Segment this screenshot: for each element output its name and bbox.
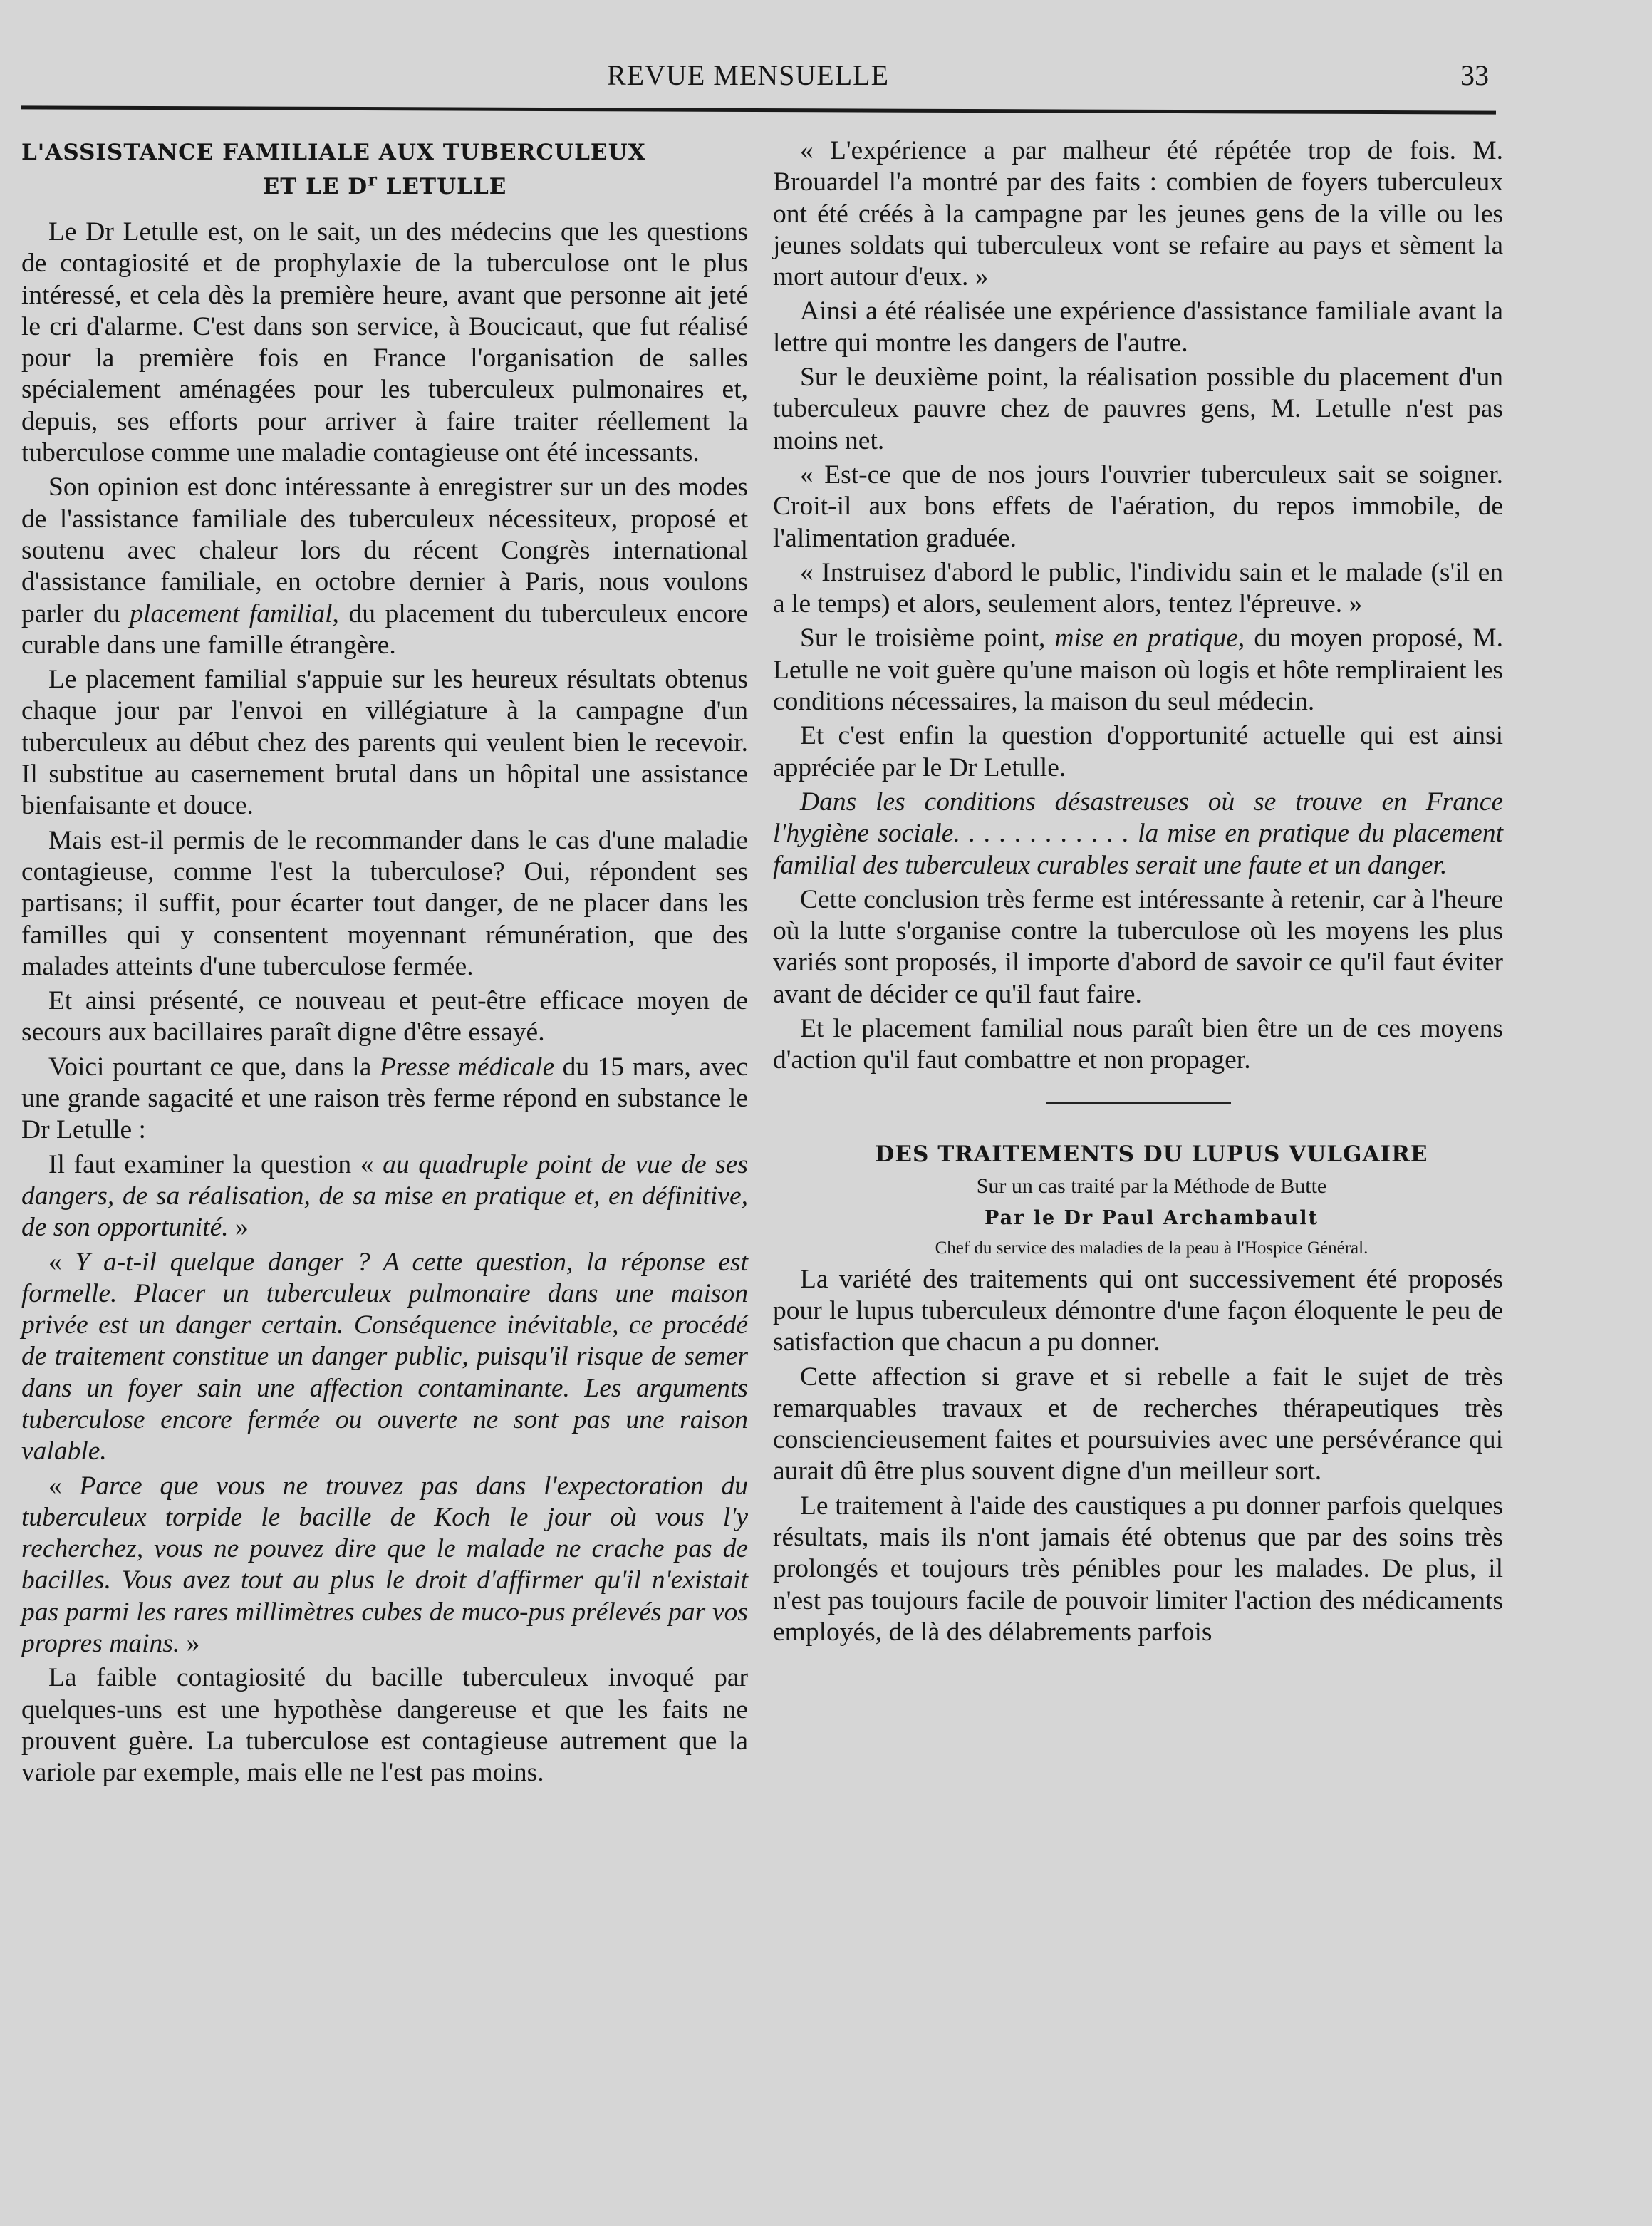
article1-paragraph: Ainsi a été réalisée une expérience d'assistance familiale avant la lettre qui montre les dangers de l'autre. (773, 296, 1503, 358)
article1-paragraph: « Instruisez d'abord le public, l'individu sain et le malade (s'il en a le temps) et alors, seulement alors, tentez l'épreuve. » (773, 557, 1503, 619)
text-run: , du moyen proposé, M. Letulle ne voit guère qu'une maison où logis et hôte rempliraient les conditions nécessaires, la maison du seul médecin. (773, 623, 1504, 717)
article1-quote (773, 787, 1503, 881)
article1-paragraph: Le Dr Letulle est, on le sait, un des médecins que les questions de contagiosité et de prophylaxie de la tuberculose ont le plus intéressé, et cela dès la première heure, avant que personne ait jeté le cri d'alarme. C'est dans son service, à Boucicaut, que fut réalisé pour la première fois en France l'organisation de salles spécialement aménagées pour les tuberculeux pulmonaires et, depuis, ses efforts pour arriver à faire traiter réellement la tuberculose comme une maladie contagieuse ont été incessants. (21, 217, 748, 468)
text-run: » (180, 1629, 200, 1659)
article2-paragraph: La variété des traitements qui ont successivement été proposés pour le lupus tuberculeux démontre d'une façon éloquente le peu de satisfaction que chacun a pu donner. (773, 1264, 1503, 1357)
article1-paragraph: Et ainsi présenté, ce nouveau et peut-être efficace moyen de secours aux bacillaires paraît digne d'être essayé. (21, 986, 748, 1047)
italic-run: Y a-t-il quelque danger ? A cette question, la réponse est formelle. Placer un tuberculeux pulmonaire dans une maison privée est un danger certain. Conséquence inévitable, ce procédé de traitement constitue un danger public, puisqu'il risque de semer dans un foyer sain une affection contaminante. Les arguments tuberculose encore fermée ou ouverte ne sont pas une raison valable. (21, 1247, 748, 1466)
article1-paragraph: La faible contagiosité du bacille tuberculeux invoqué par quelques-uns est une hypothèse dangereuse et que les faits ne prouvent guère. La tuberculose est contagieuse autrement que la variole par exemple, mais elle ne l'est pas moins. (21, 1663, 748, 1788)
article1-paragraph (21, 472, 748, 661)
article1-paragraph: Et le placement familial nous paraît bien être un de ces moyens d'action qu'il faut combattre et non propager. (773, 1014, 1503, 1075)
article1-paragraph: Le placement familial s'appuie sur les heureux résultats obtenus chaque jour par l'envoi en villégiature à la campagne d'un tuberculeux au début chez des parents qui veulent bien le recevoir. Il substitue au casernement brutal dans un hôpital une assistance bienfaisante et douce. (21, 665, 748, 821)
title-part: ET LE D (262, 174, 368, 200)
article2-subtitle: Sur un cas traité par la Méthode de Butte (976, 1174, 1327, 1198)
text-run: « (48, 1471, 80, 1501)
italic-run: placement familial (130, 599, 333, 628)
article1-paragraph (21, 1052, 748, 1146)
journal-title: REVUE MENSUELLE (606, 59, 890, 91)
text-run: Voici pourtant ce que, dans la (48, 1052, 380, 1082)
article1-paragraph: Et c'est enfin la question d'opportunité actuelle qui est ainsi appréciée par le Dr Letulle. (773, 721, 1503, 782)
article1-title-line1: L'ASSISTANCE FAMILIALE AUX TUBERCULEUX (21, 140, 646, 165)
text-run: Sur le troisième point, (800, 623, 1055, 653)
article1-paragraph (21, 1247, 748, 1468)
article1-paragraph: « L'expérience a par malheur été répétée trop de fois. M. Brouardel l'a montré par des faits : combien de foyers tuberculeux ont été créés à la campagne par les jeunes gens de la ville ou les jeunes soldats qui tuberculeux vont se refaire au pays et sèment la mort autour d'eux. » (773, 136, 1503, 292)
text-run: « (48, 1247, 76, 1277)
article1-title-line2 (21, 170, 748, 204)
article1-paragraph (773, 623, 1503, 718)
italic-run: au quadruple point de vue de ses dangers, de sa réalisation, de sa mise en pratique et, en définitive, de son opportunité. (21, 1149, 749, 1243)
title-part: LETULLE (377, 174, 507, 200)
article2-paragraph: Cette affection si grave et si rebelle a fait le sujet de très remarquables travaux et de recherches thérapeutiques très consciencieusement faites et poursuivies avec une persévérance qui aurait dû être plus souvent digne d'un meilleur sort. (773, 1362, 1503, 1486)
left-column (21, 135, 748, 1792)
text-run: » (228, 1213, 249, 1243)
page-number: 33 (1460, 59, 1489, 91)
article1-paragraph (21, 1471, 748, 1660)
article2-author: Par le Dr Paul Archambault (985, 1206, 1319, 1229)
article2-paragraph: Le traitement à l'aide des caustiques a pu donner parfois quelques résultats, mais ils n'ont jamais été obtenus que par des soins très prolongés et toujours très pénibles pour les malades. De plus, il n'est pas toujours facile de pouvoir limiter l'action des médicaments employés, de là des délabrements parfois (773, 1491, 1503, 1647)
italic-run: Dans les conditions désastreuses où se trouve en France l'hygiène sociale. . . . . . . . . . . . la mise en pratique du placement familial des tuberculeux curables serait une faute et un danger. (773, 787, 1503, 880)
title-sup: r (368, 169, 378, 190)
article1-paragraph: Mais est-il permis de le recommander dans le cas d'une maladie contagieuse, comme l'est la tuberculose? Oui, répondent ses partisans; il suffit, pour écarter tout danger, de ne placer dans les familles qui y consentent moyennant rémunération, que des malades atteints d'une tuberculose fermée. (21, 825, 748, 981)
article-separator (1046, 1102, 1231, 1104)
text-run: Son opinion est donc intéressante à enregistrer sur un des modes de l'assistance familiale des tuberculeux nécessiteux, proposé et soutenu avec chaleur lors du récent Congrès international d'assistance familiale, en octobre dernier à Paris, nous voulons parler du (21, 472, 748, 628)
text-run: , du placement du tuberculeux encore curable dans une famille étrangère. (21, 599, 748, 660)
header-rule (21, 105, 1496, 114)
article1-paragraph: « Est-ce que de nos jours l'ouvrier tuberculeux sait se soigner. Croit-il aux bons effets de l'aération, du repos immobile, de l'alimentation graduée. (773, 460, 1503, 553)
article2-title: DES TRAITEMENTS DU LUPUS VULGAIRE (875, 1141, 1428, 1167)
right-column (773, 135, 1503, 1651)
italic-run: mise en pratique (1054, 623, 1238, 653)
italic-run: Parce que vous ne trouvez pas dans l'expectoration du tuberculeux torpide le bacille de Koch le jour où vous l'y recherchez, vous ne pouvez dire que le malade ne crache pas de bacilles. Vous avez tout au plus le droit d'affirmer qu'il n'existait pas parmi les rares millimètres cubes de muco-pus prélevés par vos propres mains. (21, 1471, 749, 1659)
text-run: du 15 mars, avec une grande sagacité et une raison très ferme répond en substance le Dr Letulle : (21, 1052, 749, 1145)
italic-run: Presse médicale (379, 1052, 555, 1082)
running-header (0, 58, 1652, 101)
article1-paragraph (21, 1149, 748, 1244)
article1-paragraph: Sur le deuxième point, la réalisation possible du placement d'un tuberculeux pauvre chez de pauvres gens, M. Letulle n'est pas moins net. (773, 363, 1503, 455)
text-run: Il faut examiner la question « (48, 1149, 383, 1179)
article2-author-role: Chef du service des maladies de la peau à l'Hospice Général. (935, 1238, 1368, 1258)
article1-paragraph: Cette conclusion très ferme est intéressante à retenir, car à l'heure où la lutte s'organise contre la tuberculose où les moyens les plus variés sont proposés, il importe d'abord de savoir ce qu'il faut éviter avant de décider ce qu'il faut faire. (773, 884, 1503, 1009)
